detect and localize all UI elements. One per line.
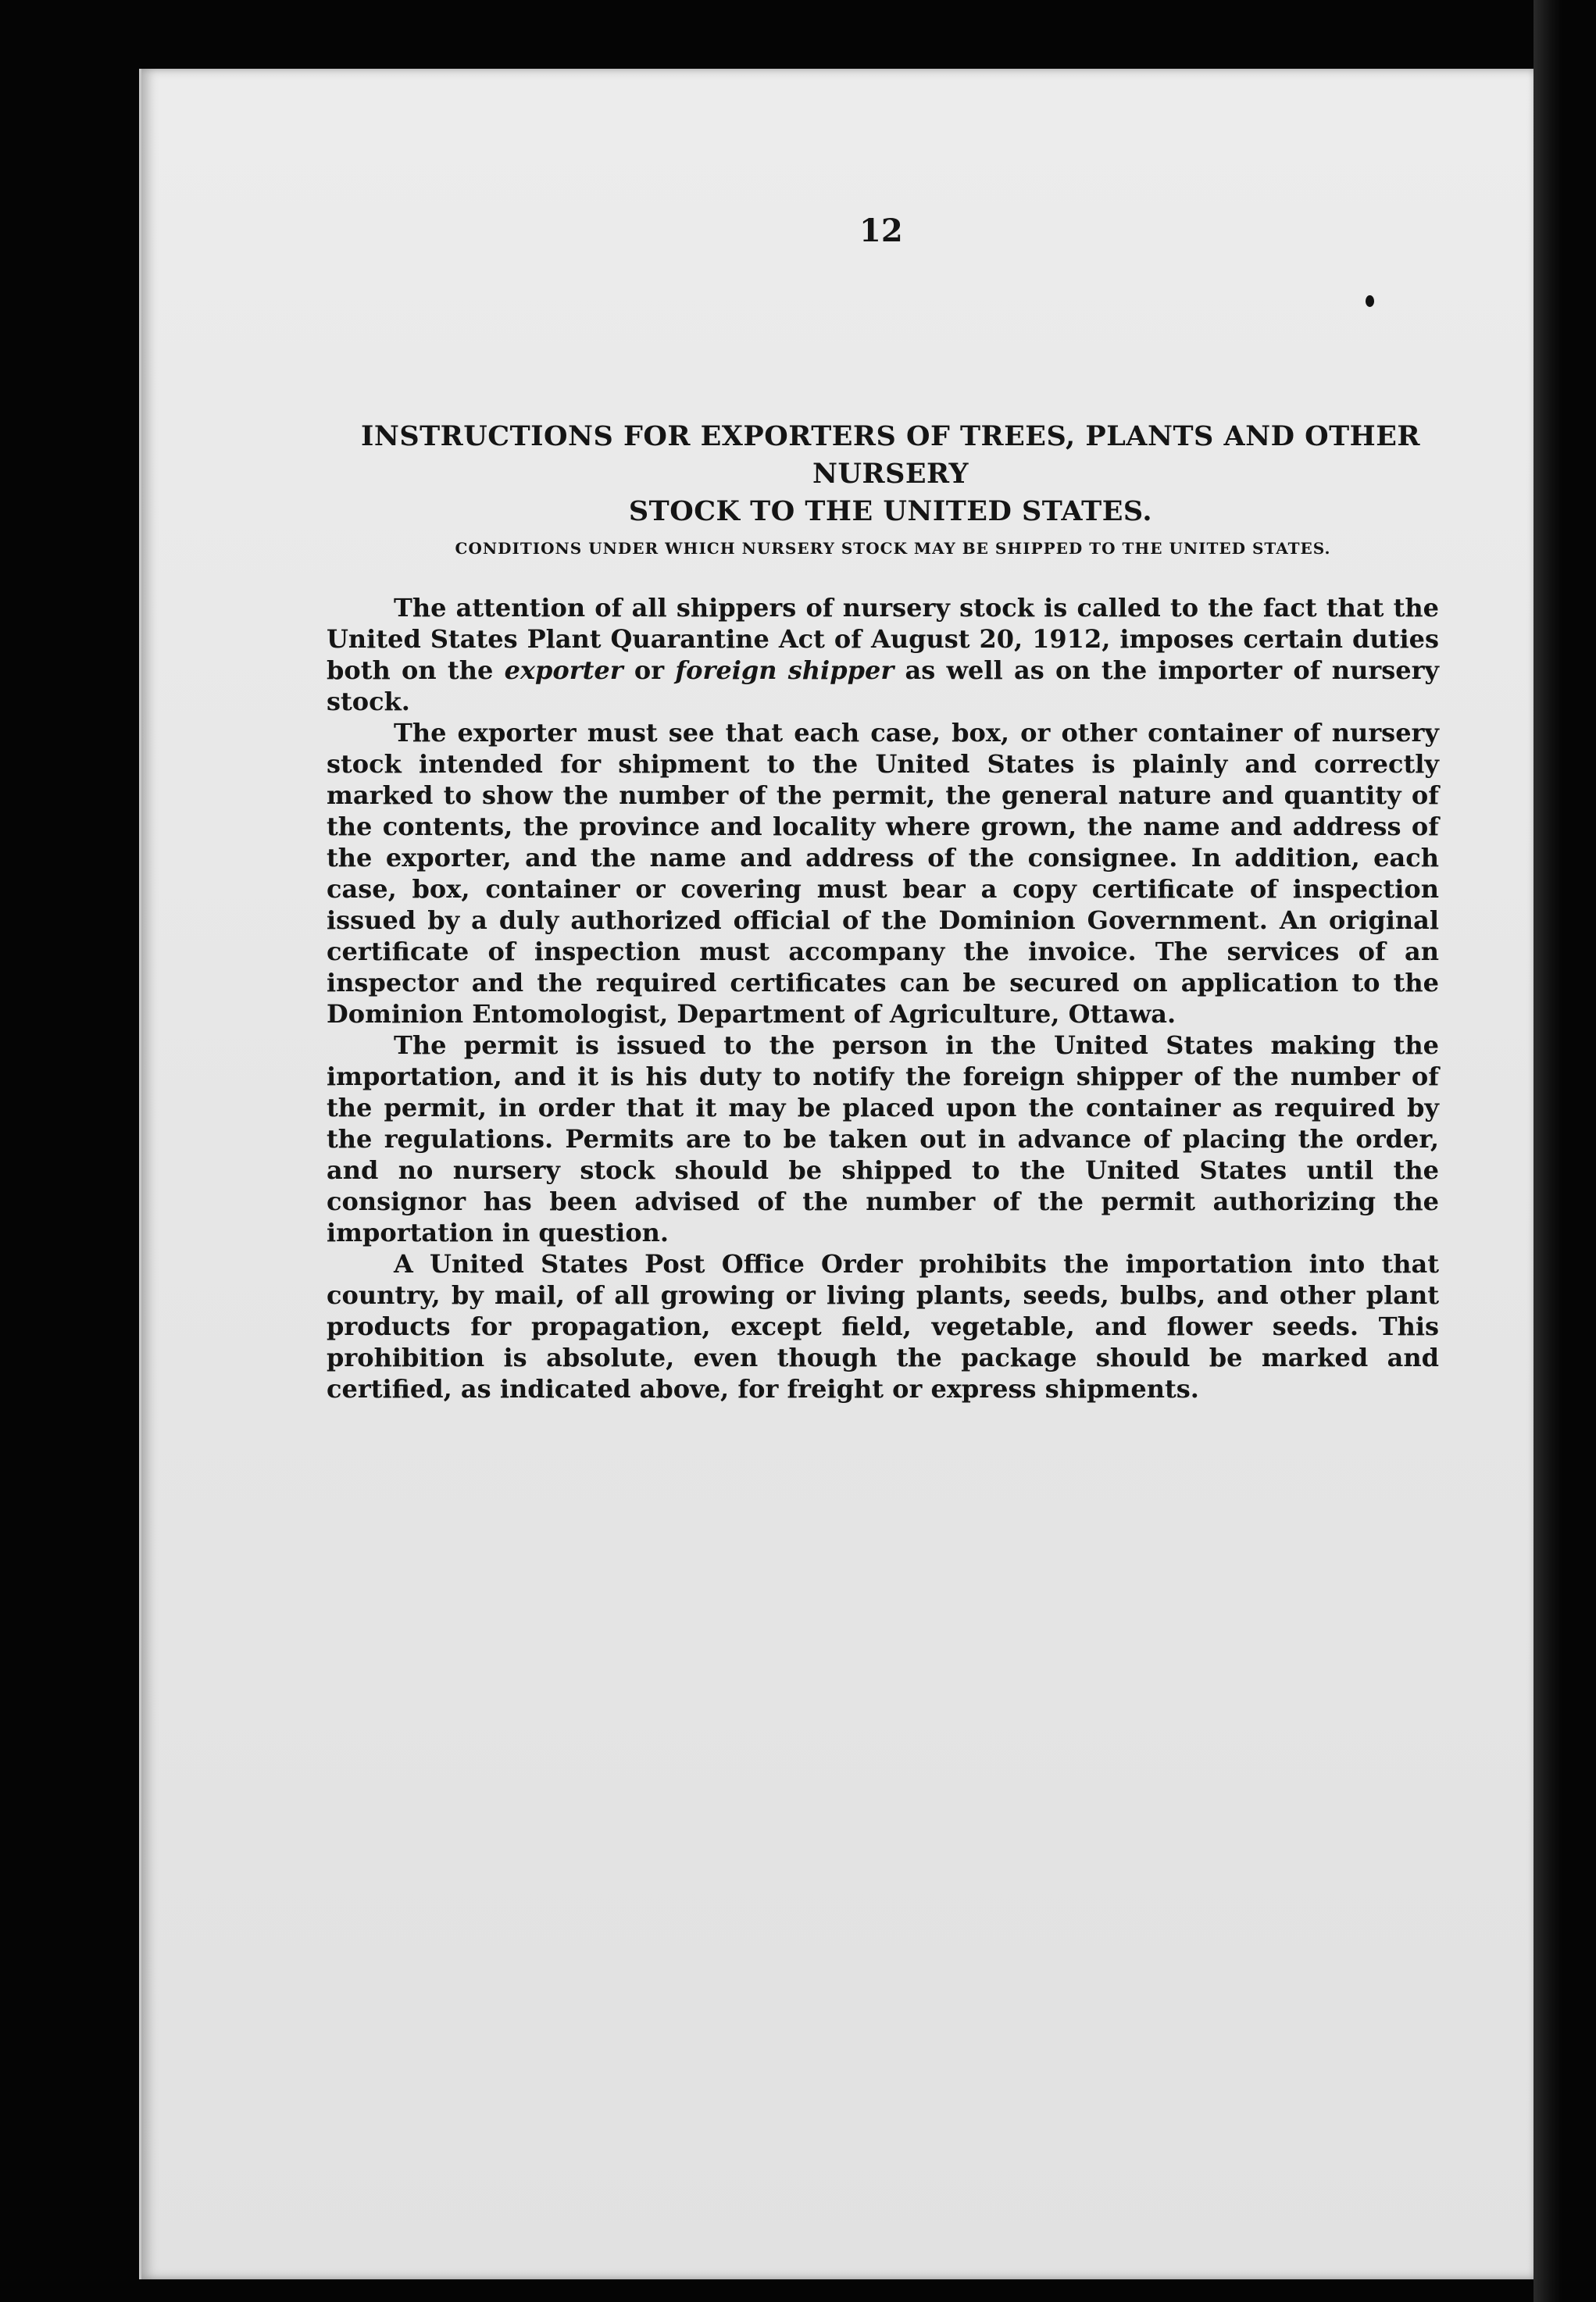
page-number: 12 [859,212,903,249]
paragraph-1-part-2: or [623,655,676,685]
body-text [327,592,1439,1404]
paragraph-1-part-1: The attention of all shippers of nursery stock is called to the fact that the United States Plant Quarantine Act of August 20, 1912, imposes certain duties both on the [327,593,1439,685]
title-line-1: INSTRUCTIONS FOR EXPORTERS OF TREES, PLANTS AND OTHER NURSERY [360,420,1421,490]
page-edge-shadow [1534,0,1562,2302]
section-subtitle: CONDITIONS UNDER WHICH NURSERY STOCK MAY BE SHIPPED TO THE UNITED STATES. [455,539,1331,558]
paragraph-1-part-3: as well as on the importer of nursery stock. [327,655,1440,716]
paragraph-1-emphasis-foreign-shipper: foreign shipper [675,655,894,685]
paragraph-2: The exporter must see that each case, box, or other container of nursery stock intended for shipment to the United States is plainly and correctly marked to show the number of the permit, the general nature and quantity of the contents, the province and locality where grown, the name and address of the exporter, and the name and address of the consignee. In addition, each case, box, container or covering must bear a copy certificate of inspection issued by a duly authorized official of the Dominion Government. An original certificate of inspection must accompany the invoice. The services of an inspector and the required certificates can be secured on application to the Dominion Entomologist, Department of Agriculture, Ottawa. [327,718,1439,1029]
ink-spot-mark [1366,295,1374,307]
paragraph-4: A United States Post Office Order prohibits the importation into that country, by mail, of all growing or living plants, seeds, bulbs, and other plant products for propagation, except field, vegetable, and flower seeds. This prohibition is absolute, even though the package should be marked and certified, as indicated above, for freight or express shipments. [327,1249,1439,1404]
paragraph-1 [327,592,1439,717]
title-line-2: STOCK TO THE UNITED STATES. [628,495,1153,527]
paragraph-1-emphasis-exporter: exporter [504,655,623,685]
paragraph-3: The permit is issued to the person in the United States making the importation, and it is his duty to notify the foreign shipper of the number of the permit, in order that it may be placed upon the container as required by the regulations. Permits are to be taken out in advance of placing the order, and no nursery stock should be shipped to the United States until the consignor has been advised of the number of the permit authorizing the importation in question. [327,1030,1439,1247]
page-title [336,418,1445,530]
